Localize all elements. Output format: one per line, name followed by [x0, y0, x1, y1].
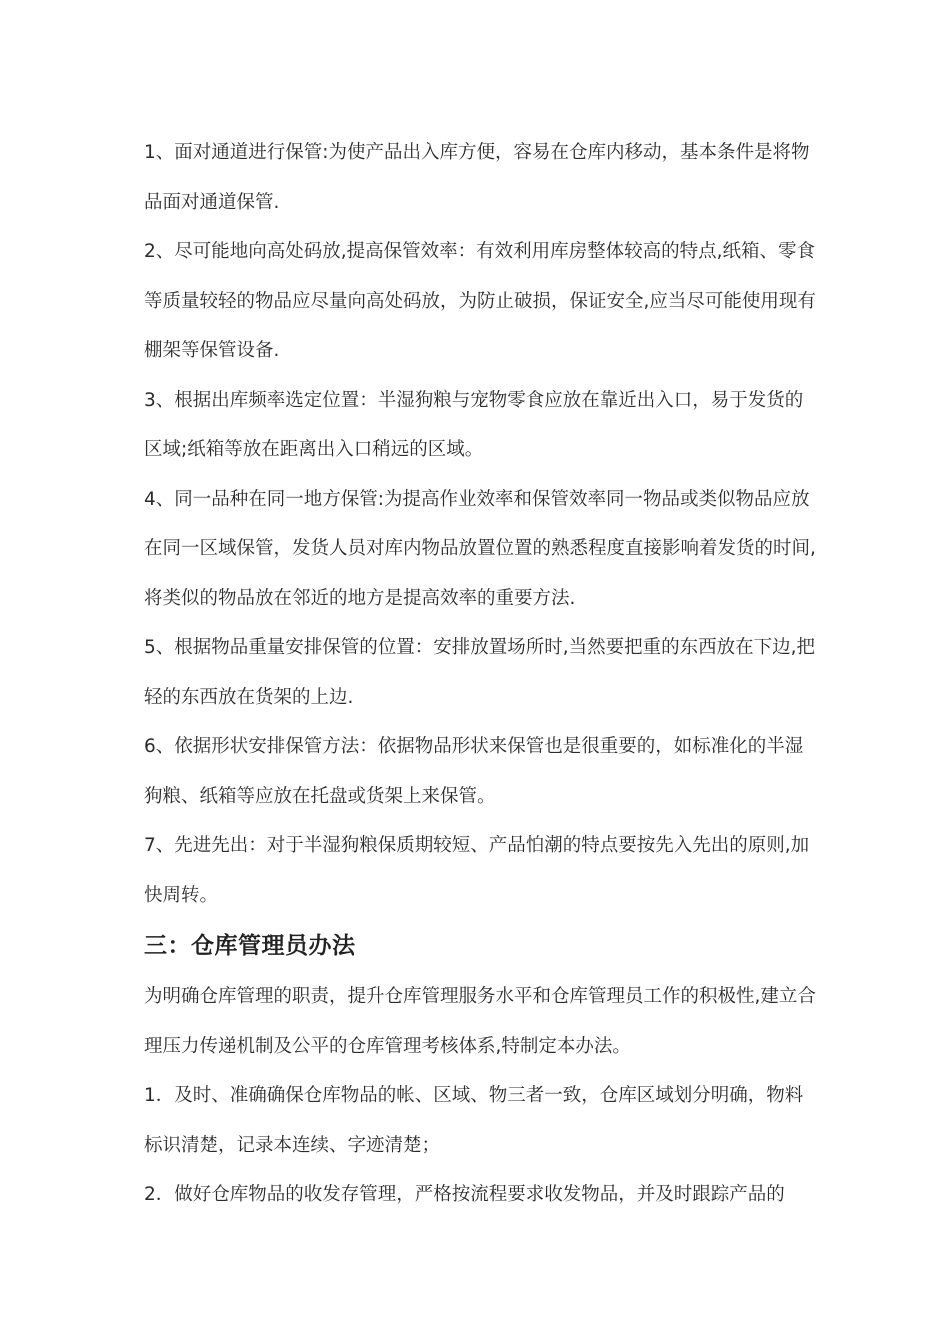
document-body: [144, 128, 816, 1220]
paragraph-outbound-frequency: 3、根据出库频率选定位置：半湿狗粮与宠物零食应放在靠近出入口，易于发货的区域;纸箱等放在距离出入口稍远的区域。: [144, 389, 804, 460]
paragraph-rule-2: 2．做好仓库物品的收发存管理，严格按流程要求收发物品，并及时跟踪产品的: [144, 1184, 785, 1205]
paragraph-purpose: 为明确仓库管理的职责，提升仓库管理服务水平和仓库管理员工作的积极性,建立合理压力传递机制及公平的仓库管理考核体系,特制定本办法。: [144, 986, 816, 1057]
paragraph-by-shape: 6、依据形状安排保管方法：依据物品形状来保管也是很重要的，如标准化的半湿狗粮、纸箱等应放在托盘或货架上来保管。: [144, 736, 804, 807]
paragraph-rule-1: 1．及时、准确确保仓库物品的帐、区域、物三者一致，仓库区域划分明确，物料标识清楚，记录本连续、字迹清楚；: [144, 1085, 804, 1156]
paragraph-same-item-same-place: 4、同一品种在同一地方保管:为提高作业效率和保管效率同一物品或类似物品应放在同一区域保管，发货人员对库内物品放置位置的熟悉程度直接影响着发货的时间,将类似的物品放在邻近的地方是提高效率的重要方法.: [144, 488, 816, 609]
paragraph-by-weight: 5、根据物品重量安排保管的位置：安排放置场所时,当然要把重的东西放在下边,把轻的东西放在货架的上边.: [144, 637, 816, 708]
section-heading: 三：仓库管理员办法: [144, 933, 356, 959]
paragraph-stack-high: 2、尽可能地向高处码放,提高保管效率：有效利用库房整体较高的特点,纸箱、零食等质量较轻的物品应尽量向高处码放，为防止破损，保证安全,应当尽可能使用现有棚架等保管设备.: [144, 241, 816, 361]
paragraph-fifo: 7、先进先出：对于半湿狗粮保质期较短、产品怕潮的特点要按先入先出的原则,加快周转。: [144, 835, 810, 906]
paragraph-face-aisle: 1、面对通道进行保管:为使产品出入库方便，容易在仓库内移动，基本条件是将物品面对通道保管.: [144, 142, 810, 213]
